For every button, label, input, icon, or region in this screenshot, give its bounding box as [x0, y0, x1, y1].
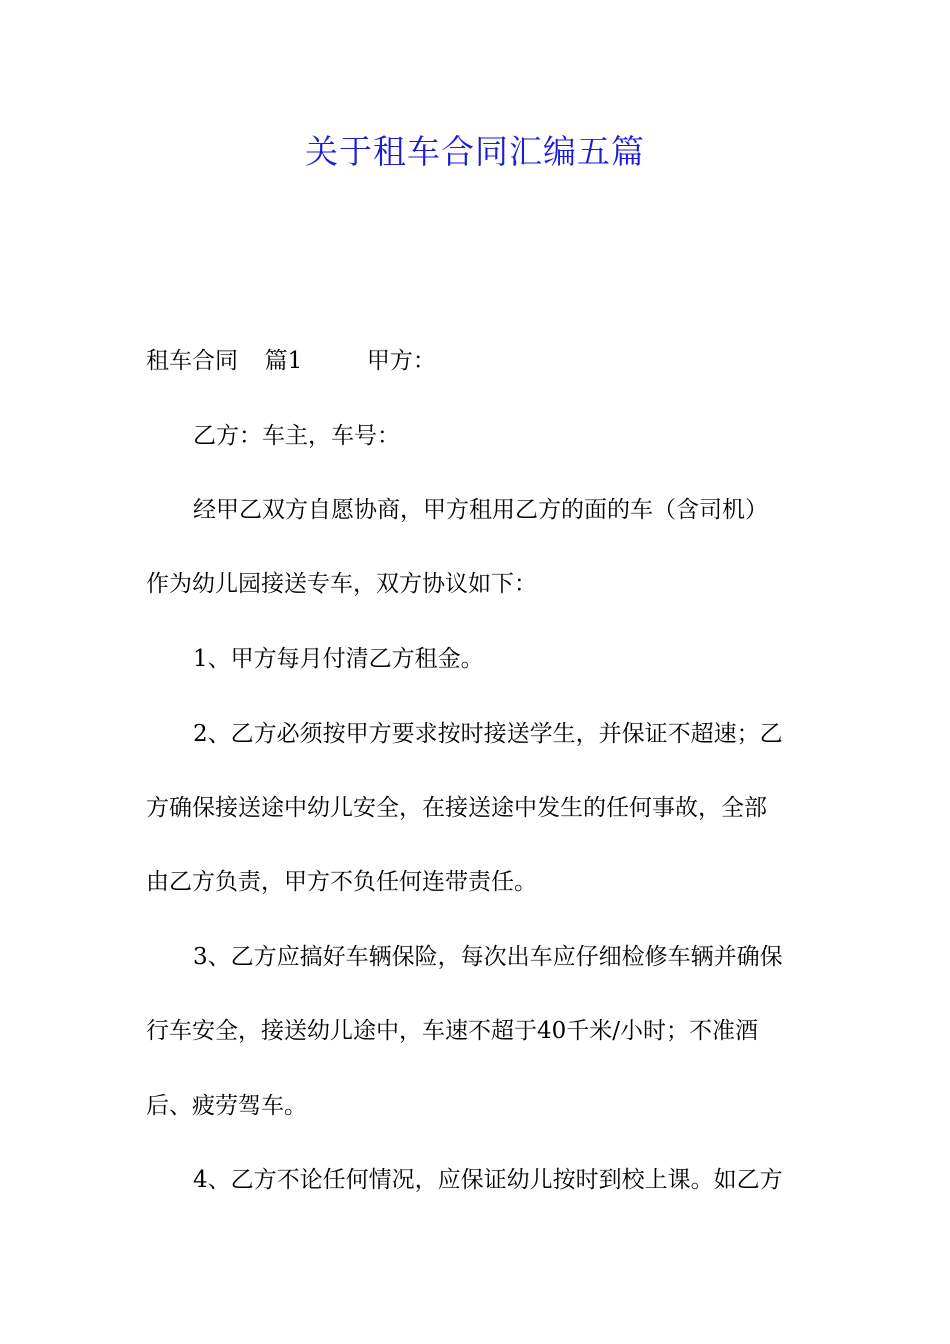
paragraph-line: 作为幼儿园接送专车，双方协议如下： [146, 571, 537, 597]
paragraph-line: 1、甲方每月付清乙方租金。 [193, 646, 484, 672]
contract-part-number: 篇1 [264, 348, 303, 374]
document-title: 关于租车合同汇编五篇 [305, 132, 645, 171]
paragraph-line: 2、乙方必须按甲方要求按时接送学生，并保证不超速；乙 [193, 721, 783, 747]
paragraph-line: 经甲乙双方自愿协商，甲方租用乙方的面的车（含司机） [193, 497, 768, 523]
paragraph-line: 3、乙方应搞好车辆保险，每次出车应仔细检修车辆并确保 [193, 944, 783, 970]
contract-label: 租车合同 [146, 348, 238, 374]
paragraph-line: 方确保接送途中幼儿安全，在接送途中发生的任何事故，全部 [146, 795, 767, 821]
paragraph-line: 4、乙方不论任何情况，应保证幼儿按时到校上课。如乙方 [193, 1167, 783, 1193]
paragraph-line: 行车安全，接送幼儿途中，车速不超于40千米/小时；不准酒 [146, 1018, 759, 1044]
paragraph-line: 乙方：车主，车号： [193, 423, 400, 449]
paragraph-line: 后、疲劳驾车。 [146, 1093, 307, 1119]
party-a-label: 甲方： [366, 348, 436, 374]
paragraph-line: 由乙方负责，甲方不负任何连带责任。 [146, 869, 537, 895]
contract-heading-line [146, 343, 436, 379]
